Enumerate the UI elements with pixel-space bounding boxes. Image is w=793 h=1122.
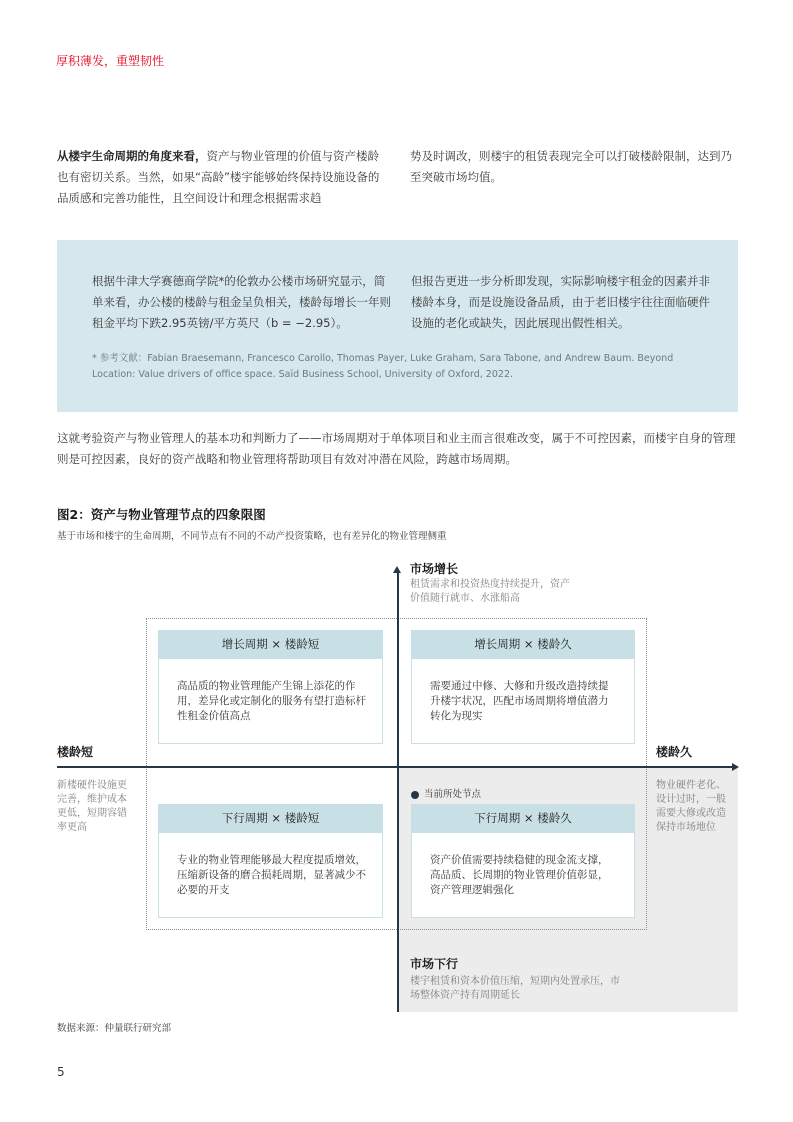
- figure-title: 图2：资产与物业管理节点的四象限图: [57, 507, 266, 522]
- figure-subtitle: 基于市场和楼宇的生命周期，不同节点有不同的不动产投资策略，也有差异化的物业管理侧重: [57, 531, 447, 542]
- vertical-axis: [397, 572, 399, 1012]
- quadrant-card-body: 需要通过中修、大修和升级改造持续提升楼宇状况，匹配市场周期将增值潜力转化为现实: [411, 658, 635, 744]
- quadrant-card-growth-old: [411, 630, 635, 744]
- axis-left-label: 楼龄短: [57, 745, 94, 759]
- quadrant-card-body: 资产价值需要持续稳健的现金流支撑，高品质、长周期的物业管理价值彰显，资产管理逻辑强化: [411, 832, 635, 918]
- quadrant-card-title: 下行周期 × 楼龄久: [411, 804, 635, 832]
- intro-column-1-text: 资产与物业管理的价值与资产楼龄也有密切关系。当然，如果“高龄”楼宇能够始终保持设施设备的品质感和完善功能性，且空间设计和理念根据需求趋: [57, 149, 380, 205]
- quadrant-card-decline-new: [158, 804, 383, 918]
- current-node-marker: [411, 786, 481, 800]
- axis-bottom-description: 楼宇租赁和资本价值压缩，短期内处置承压，市场整体资产持有周期延长: [410, 976, 620, 1001]
- quadrant-card-decline-old: [411, 804, 635, 918]
- current-node-dot-icon: [411, 791, 419, 799]
- quadrant-card-title: 下行周期 × 楼龄短: [158, 804, 383, 832]
- current-node-label: 当前所处节点: [424, 789, 482, 800]
- axis-left-description: 新楼硬件设施更完善，维护成本更低，短期容错率更高: [57, 780, 127, 833]
- body-paragraph: 这就考验资产与物业管理人的基本功和判断力了——市场周期对于单体项目和业主而言很难改变，属于不可控因素，而楼宇自身的管理则是可控因素，良好的资产战略和物业管理将帮助项目有效对冲潜在风险，跨越市场周期。: [57, 431, 736, 466]
- callout-column-1: 根据牛津大学赛德商学院*的伦敦办公楼市场研究显示，简单来看，办公楼的楼龄与租金呈负相关，楼龄每增长一年则租金平均下跌2.95英镑/平方英尺（b = −2.95）。: [92, 274, 391, 330]
- data-source: 数据来源：仲量联行研究部: [57, 1023, 172, 1034]
- intro-column-2: 势及时调改，则楼宇的租赁表现完全可以打破楼龄限制，达到乃至突破市场均值。: [410, 149, 732, 184]
- quadrant-card-body: 专业的物业管理能够最大程度提质增效，压缩新设备的磨合损耗周期，显著减少不必要的开支: [158, 832, 383, 918]
- quadrant-card-body: 高品质的物业管理能产生锦上添花的作用，差异化或定制化的服务有望打造标杆性租金价值高点: [158, 658, 383, 744]
- quadrant-card-growth-new: [158, 630, 383, 744]
- callout-column-2: 但报告更进一步分析即发现，实际影响楼宇租金的因素并非楼龄本身，而是设施设备品质，由于老旧楼宇往往面临硬件设施的老化或缺失，因此展现出假性相关。: [411, 274, 710, 330]
- axis-right-label: 楼龄久: [656, 745, 693, 759]
- reference-note: * 参考文献：Fabian Braesemann, Francesco Carollo, Thomas Payer, Luke Graham, Sara Tabone, and Andrew Baum. Beyond Location: Value drivers of office space. Saïd Business School, University of Oxford, 2022.: [92, 353, 674, 380]
- axis-bottom-label: 市场下行: [410, 957, 459, 971]
- header-tagline: 厚积薄发，重塑韧性: [56, 54, 165, 68]
- intro-column-1: [57, 146, 385, 209]
- quadrant-card-title: 增长周期 × 楼龄短: [158, 630, 383, 658]
- intro-bold-lead: 从楼宇生命周期的角度来看，: [57, 149, 207, 163]
- axis-right-description: 物业硬件老化、设计过时，一般需要大修或改造保持市场地位: [656, 780, 726, 833]
- page-number: 5: [57, 1065, 65, 1079]
- vertical-axis-arrow-icon: [393, 566, 401, 573]
- horizontal-axis-arrow-icon: [732, 763, 739, 771]
- horizontal-axis: [57, 766, 733, 768]
- axis-top-description: 租赁需求和投资热度持续提升，资产价值随行就市、水涨船高: [410, 579, 570, 604]
- axis-top-label: 市场增长: [410, 562, 459, 576]
- quadrant-card-title: 增长周期 × 楼龄久: [411, 630, 635, 658]
